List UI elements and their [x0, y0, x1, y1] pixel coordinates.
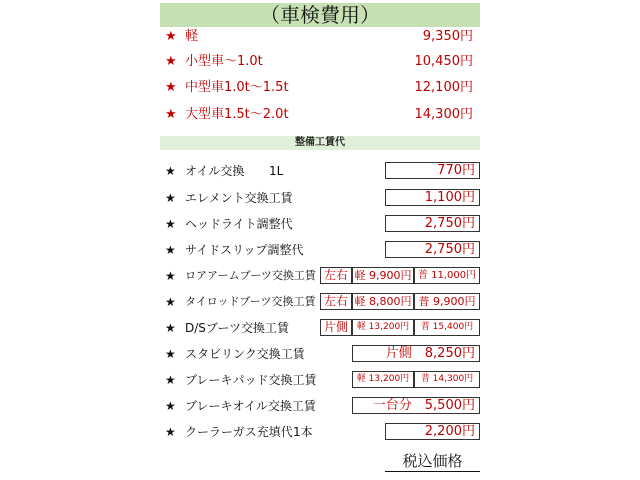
service-price: 2,750円: [385, 241, 480, 258]
service-name: クーラーガス充填代: [185, 425, 293, 439]
vehicle-price: 10,450円: [414, 54, 473, 69]
service-row: [165, 292, 325, 312]
service-price: 一台分 5,500円: [352, 397, 480, 414]
service-name: サイドスリップ調整代: [185, 243, 304, 257]
service-name: ヘッドライト調整代: [185, 217, 293, 231]
star-icon: ★: [165, 164, 176, 178]
star-icon: ★: [165, 347, 176, 361]
service-price: 片側 8,250円: [352, 345, 480, 362]
price-kei: 軽 13,200円: [352, 371, 414, 388]
service-row: [165, 422, 385, 442]
service-name: ブレーキパッド交換工賃: [185, 373, 317, 387]
vehicle-fee-row: [165, 27, 485, 47]
service-name: ブレーキオイル交換工賃: [185, 399, 316, 413]
vehicle-price: 12,100円: [414, 80, 473, 95]
vehicle-class: 中型車1.0t～1.5t: [185, 80, 289, 95]
service-price: 2,200円: [385, 423, 480, 440]
price-kei: 軽 9,900円: [352, 267, 414, 284]
vehicle-price: 9,350円: [422, 29, 473, 44]
service-name: ロアアームブーツ交換工賃: [185, 269, 316, 282]
service-row: [165, 214, 385, 234]
service-price: 1,100円: [385, 189, 480, 206]
price-normal: 普 9,900円: [414, 293, 480, 310]
vehicle-class: 軽: [185, 29, 199, 44]
star-icon: ★: [165, 269, 176, 283]
service-name: オイル交換: [185, 164, 245, 178]
service-row: [165, 240, 385, 260]
star-icon: ★: [165, 425, 176, 439]
service-name: エレメント交換工賃: [185, 191, 293, 205]
service-row: [165, 370, 355, 390]
vehicle-class: 大型車1.5t～2.0t: [185, 107, 289, 122]
vehicle-fee-row: [165, 78, 485, 98]
star-icon: ★: [165, 29, 177, 44]
service-name: D/Sブーツ交換工賃: [185, 321, 290, 335]
vehicle-fee-row: [165, 105, 485, 125]
service-row: [165, 266, 325, 286]
side-label: 片側: [320, 319, 352, 336]
vehicle-class: 小型車～1.0t: [185, 54, 263, 69]
star-icon: ★: [165, 295, 176, 309]
star-icon: ★: [165, 399, 176, 413]
star-icon: ★: [165, 373, 176, 387]
page-title: （車検費用）: [160, 3, 480, 27]
service-row: [165, 344, 355, 364]
service-row: [165, 318, 325, 338]
price-normal: 普 15,400円: [414, 319, 480, 336]
side-label: 左右: [320, 267, 352, 284]
service-quantity: 1L: [269, 164, 284, 178]
star-icon: ★: [165, 191, 176, 205]
service-name: タイロッドブーツ交換工賃: [185, 295, 316, 308]
price-normal: 普 11,000円: [414, 267, 480, 284]
service-row: [165, 188, 385, 208]
service-quantity: 1本: [293, 425, 313, 439]
service-row: [165, 396, 355, 416]
star-icon: ★: [165, 54, 177, 69]
side-label: 左右: [320, 293, 352, 310]
price-kei: 軽 8,800円: [352, 293, 414, 310]
star-icon: ★: [165, 217, 176, 231]
vehicle-price: 14,300円: [414, 107, 473, 122]
service-name: スタビリンク交換工賃: [185, 347, 305, 361]
star-icon: ★: [165, 243, 176, 257]
vehicle-fee-row: [165, 52, 485, 72]
price-normal: 普 14,300円: [414, 371, 480, 388]
star-icon: ★: [165, 321, 176, 335]
star-icon: ★: [165, 107, 177, 122]
tax-included-label: 税込価格: [385, 451, 480, 472]
price-kei: 軽 13,200円: [352, 319, 414, 336]
star-icon: ★: [165, 80, 177, 95]
service-price: 770円: [385, 162, 480, 179]
service-price: 2,750円: [385, 215, 480, 232]
section-title: 整備工賃代: [160, 136, 480, 150]
